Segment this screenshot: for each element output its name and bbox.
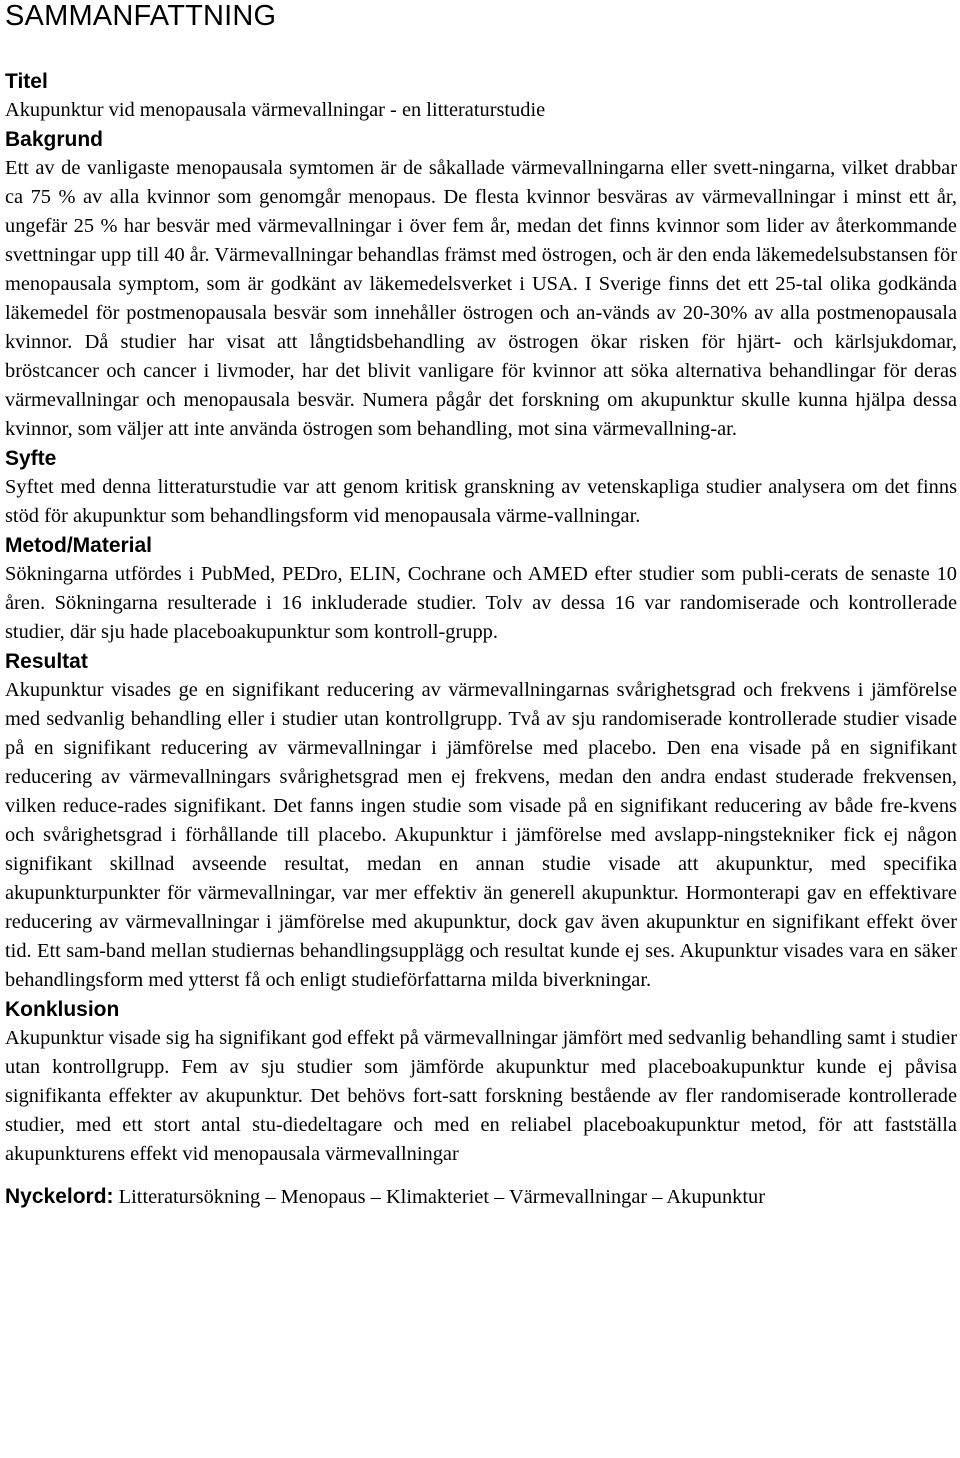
section-titel — [5, 67, 957, 125]
keywords-label: Nyckelord: — [5, 1185, 114, 1208]
section-text-resultat: Akupunktur visades ge en signifikant reducering av värmevallningarnas svårighetsgrad och frekvens i jämförelse med sedvanlig behandling eller i studier utan kontrollgrupp. Två av sju randomiserade kontrollerade studier visade på en signifikant reducering av värmevallningar i jämförelse med placebo. Den ena visade på en signifikant reducering av värmevallningars svårighetsgrad men ej frekvens, medan den andra endast studerade frekvensen, vilken reduce-rades signifikant. Det fanns ingen studie som visade på en signifikant reducering av både fre-kvens och svårighetsgrad i förhållande till placebo. Akupunktur i jämförelse med avslapp-ningstekniker fick ej någon signifikant skillnad avseende resultat, medan en annan studie visade att akupunktur, med specifika akupunkturpunkter för värmevallningar, var mer effektiv än generell akupunktur. Hormonterapi gav en effektivare reducering av värmevallningar i jämförelse med akupunktur, dock gav även akupunktur en signifikant effekt över tid. Ett sam-band mellan studiernas behandlingsupplägg och resultat kunde ej ses. Akupunktur visades vara en säker behandlingsform med ytterst få och enligt studieförfattarna milda biverkningar. — [5, 679, 957, 991]
section-text-konklusion: Akupunktur visade sig ha signifikant god effekt på värmevallningar jämfört med sedvanlig behandling samt i studier utan kontrollgrupp. Fem av sju studier som jämförde akupunktur med placeboakupunktur kunde ej påvisa signifikanta effekter av akupunktur. Det behövs fort-satt forskning bestående av fler randomiserade kontrollerade studier, med ett stort antal stu-diedeltagare och med en reliabel placeboakupunktur metod, för att fastställa akupunkturens effekt vid menopausala värmevallningar — [5, 1027, 957, 1165]
section-metod — [5, 531, 957, 647]
document-page — [5, 0, 957, 1212]
section-heading-bakgrund: Bakgrund — [5, 128, 104, 151]
section-text-titel: Akupunktur vid menopausala värmevallningar - en litteraturstudie — [5, 99, 546, 121]
document-title: SAMMANFATTNING — [5, 0, 277, 32]
section-heading-konklusion: Konklusion — [5, 998, 120, 1021]
section-syfte — [5, 444, 957, 531]
section-heading-metod: Metod/Material — [5, 534, 153, 557]
section-bakgrund — [5, 125, 957, 444]
section-text-syfte: Syftet med denna litteraturstudie var att genom kritisk granskning av vetenskapliga studier analysera om det finns stöd för akupunktur som behandlingsform vid menopausala värme-vallningar. — [5, 476, 957, 527]
section-resultat — [5, 647, 957, 995]
section-heading-resultat: Resultat — [5, 650, 88, 673]
keywords-text: Litteratursökning – Menopaus – Klimakteriet – Värmevallningar – Akupunktur — [118, 1186, 765, 1208]
section-text-metod: Sökningarna utfördes i PubMed, PEDro, ELIN, Cochrane och AMED efter studier som publi-cerats de senaste 10 åren. Sökningarna resulterade i 16 inkluderade studier. Tolv av dessa 16 var randomiserade och kontrollerade studier, där sju hade placeboakupunktur som kontroll-grupp. — [5, 563, 957, 643]
section-heading-syfte: Syfte — [5, 447, 57, 470]
keywords-line — [5, 1182, 957, 1212]
section-text-bakgrund: Ett av de vanligaste menopausala symtomen är de såkallade värmevallningarna eller svett-ningarna, vilket drabbar ca 75 % av alla kvinnor som genomgår menopaus. De flesta kvinnor besväras av värmevallningar i minst ett år, ungefär 25 % har besvär med värmevallningar i över fem år, medan det finns kvinnor som lider av återkommande svettningar upp till 40 år. Värmevallningar behandlas främst med östrogen, och är den enda läkemedelsubstansen för menopausala symptom, som är godkänt av läkemedelsverket i USA. I Sverige finns det ett 25-tal olika godkända läkemedel för postmenopausala besvär som innehåller östrogen och an-vänds av 20-30% av alla postmenopausala kvinnor. Då studier har visat att långtidsbehandling av östrogen ökar risken för hjärt- och kärlsjukdomar, bröstcancer och cancer i livmoder, har det blivit vanligare för kvinnor att söka alternativa behandlingar för deras värmevallningar och menopausala besvär. Numera pågår det forskning om akupunktur skulle kunna hjälpa dessa kvinnor, som väljer att inte använda östrogen som behandling, mot sina värmevallning-ar. — [5, 157, 957, 440]
section-konklusion — [5, 995, 957, 1169]
section-heading-titel: Titel — [5, 70, 48, 93]
